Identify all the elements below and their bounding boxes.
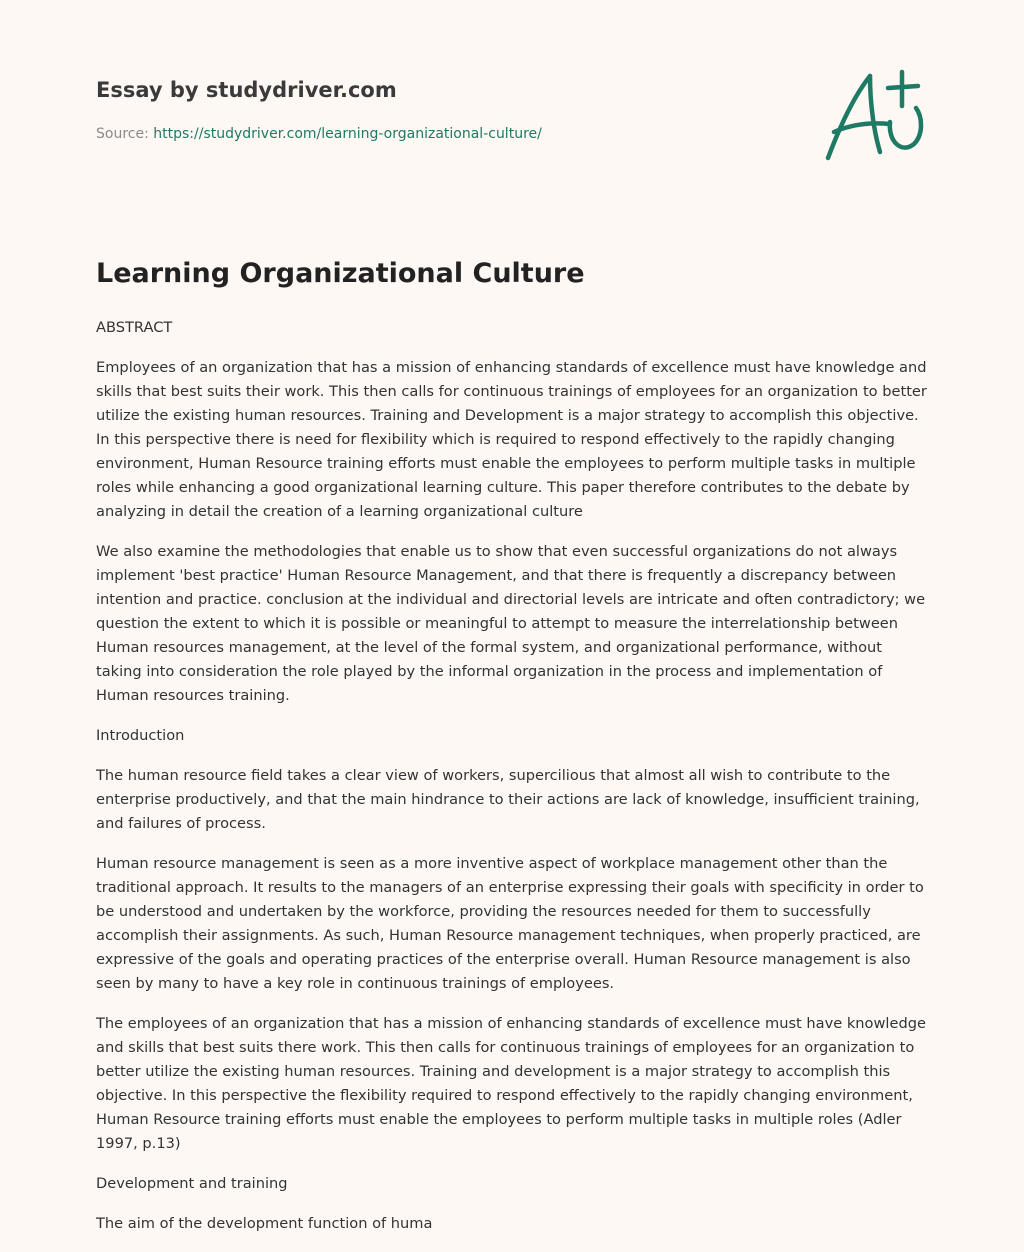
abstract-heading: ABSTRACT: [96, 319, 173, 336]
body-paragraph: The employees of an organization that has a mission of enhancing standards of excellence must have knowledge and skills that best suits there work. This then calls for continuous trainings of employees for an organization to better utilize the existing human resources. Training and development is a major strategy to accomplish this objective. In this perspective the flexibility required to respond effectively to the rapidly changing environment, Human Resource training efforts must enable the employees to perform multiple tasks in multiple roles (Adler 1997, p.13): [96, 1015, 926, 1152]
body-paragraph: We also examine the methodologies that enable us to show that even successful organizations do not always implement 'best practice' Human Resource Management, and that there is frequently a discrepancy between intention and practice. conclusion at the individual and directorial levels are intricate and often contradictory; we question the extent to which it is possible or meaningful to attempt to measure the interrelationship between Human resources management, at the level of the formal system, and organizational performance, without taking into consideration the role played by the informal organization in the process and implementation of Human resources training.: [96, 543, 926, 704]
essay-header: [96, 74, 936, 144]
source-link[interactable]: https://studydriver.com/learning-organizational-culture/: [153, 126, 542, 142]
introduction-heading: Introduction: [96, 727, 185, 744]
brand-title: Essay by studydriver.com: [96, 78, 397, 102]
source-label: Source:: [96, 126, 154, 142]
essay-body: [96, 316, 928, 1252]
body-paragraph: Employees of an organization that has a mission of enhancing standards of excellence must have knowledge and skills that best suits their work. This then calls for continuous trainings of employees for an organization to better utilize the existing human resources. Training and Development is a major strategy to accomplish this objective. In this perspective there is need for flexibility which is required to respond effectively to the rapidly changing environment, Human Resource training efforts must enable the employees to perform multiple tasks in multiple roles while enhancing a good organizational learning culture. This paper therefore contributes to the debate by analyzing in detail the creation of a learning organizational culture: [96, 359, 927, 520]
body-paragraph: Human resource management is seen as a more inventive aspect of workplace management other than the traditional approach. It results to the managers of an enterprise expressing their goals with specificity in order to be understood and undertaken by the workforce, providing the resources needed for them to successfully accomplish their assignments. As such, Human Resource management techniques, when properly practiced, are expressive of the goals and operating practices of the enterprise overall. Human Resource management is also seen by many to have a key role in continuous trainings of employees.: [96, 855, 924, 992]
development-heading: Development and training: [96, 1175, 288, 1192]
essay-title: Learning Organizational Culture: [96, 258, 585, 289]
body-paragraph: The human resource field takes a clear view of workers, supercilious that almost all wish to contribute to the enterprise productively, and that the main hindrance to their actions are lack of knowledge, insufficient training, and failures of process.: [96, 767, 920, 832]
source-line: [96, 124, 936, 144]
a-plus-logo-icon: [818, 66, 930, 166]
body-paragraph: The aim of the development function of huma: [96, 1215, 433, 1232]
